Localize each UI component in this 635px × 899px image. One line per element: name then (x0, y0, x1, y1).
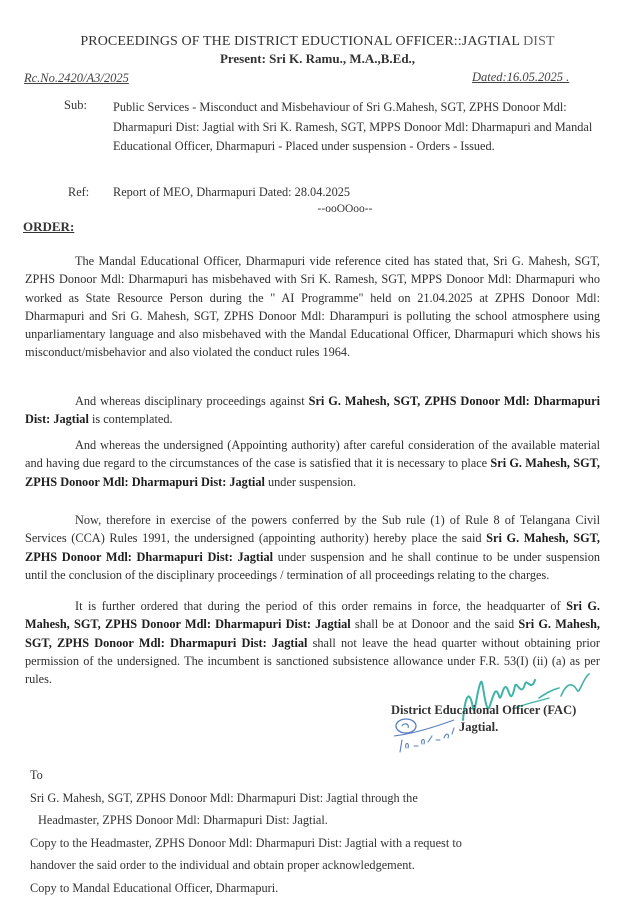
subject-label: Sub: (64, 98, 87, 113)
distribution-list (30, 764, 590, 899)
paragraph-text: under suspension and he shall continue to be under suspension until the conclusion of the disciplinary proceedings / termination of all proceedings relating to the charges. (25, 550, 600, 582)
reference-text: Report of MEO, Dharmapuri Dated: 28.04.2025 (113, 185, 350, 200)
copy-to-headmaster-continued: handover the said order to the individual and obtain proper acknowledgement. (30, 854, 590, 877)
paragraph-text: And whereas the undersigned (Appointing authority) after careful consideration of the available material and having due regard to the circumstances of the case is satisfied that it is necessary to place (25, 438, 600, 470)
copy-to-headmaster: Copy to the Headmaster, ZPHS Donoor Mdl: Dharmapuri Dist: Jagtial with a request to (30, 832, 590, 855)
paragraph-text: under suspension. (265, 475, 356, 489)
reference-label: Ref: (68, 185, 89, 200)
paragraph-text: Now, therefore in exercise of the powers conferred by the Sub rule (1) of Rule 8 of Telangana Civil Services (CCA) Rules 1991, the undersigned (appointing authority) hereby place the said (25, 513, 600, 545)
signatory-place: Jagtial. (459, 720, 498, 735)
recipient-line-continued: Headmaster, ZPHS Donoor Mdl: Dharmapuri Dist: Jagtial. (30, 809, 590, 832)
present-officer: Present: Sri K. Ramu., M.A.,B.Ed., (0, 51, 635, 67)
order-heading: ORDER: (23, 219, 74, 235)
order-paragraph-2 (25, 392, 600, 429)
paragraph-text: It is further ordered that during the period of this order remains in force, the headquarter of (75, 599, 566, 613)
order-paragraph-3 (25, 436, 600, 491)
copy-to-meo: Copy to Mandal Educational Officer, Dharmapuri. (30, 877, 590, 899)
employee-name-bold: Sri G. Mahesh, SGT, ZPHS Donoor Mdl: Dharmapuri Dist: Jagtial (25, 617, 600, 649)
paragraph-text: is contemplated. (89, 412, 173, 426)
initials-icon (392, 716, 472, 756)
signature-icon (455, 668, 595, 728)
paragraph-text: shall not leave the head quarter without obtaining prior permission of the undersigned. The incumbent is sanctioned subsistence allowance under F.R. 53(I) (ii) (a) as per rules. (25, 636, 600, 687)
subject-text: Public Services - Misconduct and Misbehaviour of Sri G.Mahesh, SGT, ZPHS Donoor Mdl: Dharmapuri Dist: Jagtial with Sri K. Ramesh, SGT, MPPS Donoor Mdl: Dharmapuri and Mandal Educational Officer, Dharmapuri - Placed under suspension - Orders - Issued. (113, 98, 600, 157)
order-paragraph-4 (25, 511, 600, 584)
paragraph-text: shall be at Donoor and the said (351, 617, 519, 631)
employee-name-bold: Sri G. Mahesh, SGT, ZPHS Donoor Mdl: Dharmapuri Dist: Jagtial (25, 456, 600, 488)
recipient-line: Sri G. Mahesh, SGT, ZPHS Donoor Mdl: Dharmapuri Dist: Jagtial through the (30, 787, 590, 810)
reference-number: Rc.No.2420/A3/2025 (24, 71, 129, 86)
document-date: Dated:16.05.2025 . (472, 70, 569, 85)
paragraph-text: And whereas disciplinary proceedings against (75, 394, 309, 408)
signatory-designation: District Educational Officer (FAC) (391, 703, 576, 718)
document-title (0, 34, 635, 50)
title-main: PROCEEDINGS OF THE DISTRICT EDUCTIONAL OFFICER::JAGTIAL (80, 34, 519, 49)
title-tail: DIST (520, 34, 555, 49)
order-paragraph-1: The Mandal Educational Officer, Dharmapuri vide reference cited has stated that, Sri G. Mahesh, SGT, ZPHS Donoor Mdl: Dharmapuri has misbehaved with Sri K. Ramesh, SGT, MPPS Donoor Mdl: Dharmapuri who worked as State Resource Person during the " AI Programme" held on 21.04.2025 at ZPHS Donoor Mdl: Dharmapuri and Sri G. Mahesh, SGT, ZPHS Donoor Mdl: Dharampuri is polluting the school atmosphere using unparliamentary language and also misbehaved with the Mandal Educational Officer, Dharmapuri which shows his misconduct/misbehavior and also violated the conduct rules 1964. (25, 252, 600, 362)
employee-name-bold: Sri G. Mahesh, SGT, ZPHS Donoor Mdl: Dharmapuri Dist: Jagtial (25, 394, 600, 426)
employee-name-bold: Sri G. Mahesh, SGT, ZPHS Donoor Mdl: Dharmapuri Dist: Jagtial (25, 599, 600, 631)
to-label: To (30, 764, 590, 787)
employee-name-bold: Sri G. Mahesh, SGT, ZPHS Donoor Mdl: Dharmapuri Dist: Jagtial (25, 531, 600, 563)
section-divider: --ooOOoo-- (0, 203, 635, 215)
